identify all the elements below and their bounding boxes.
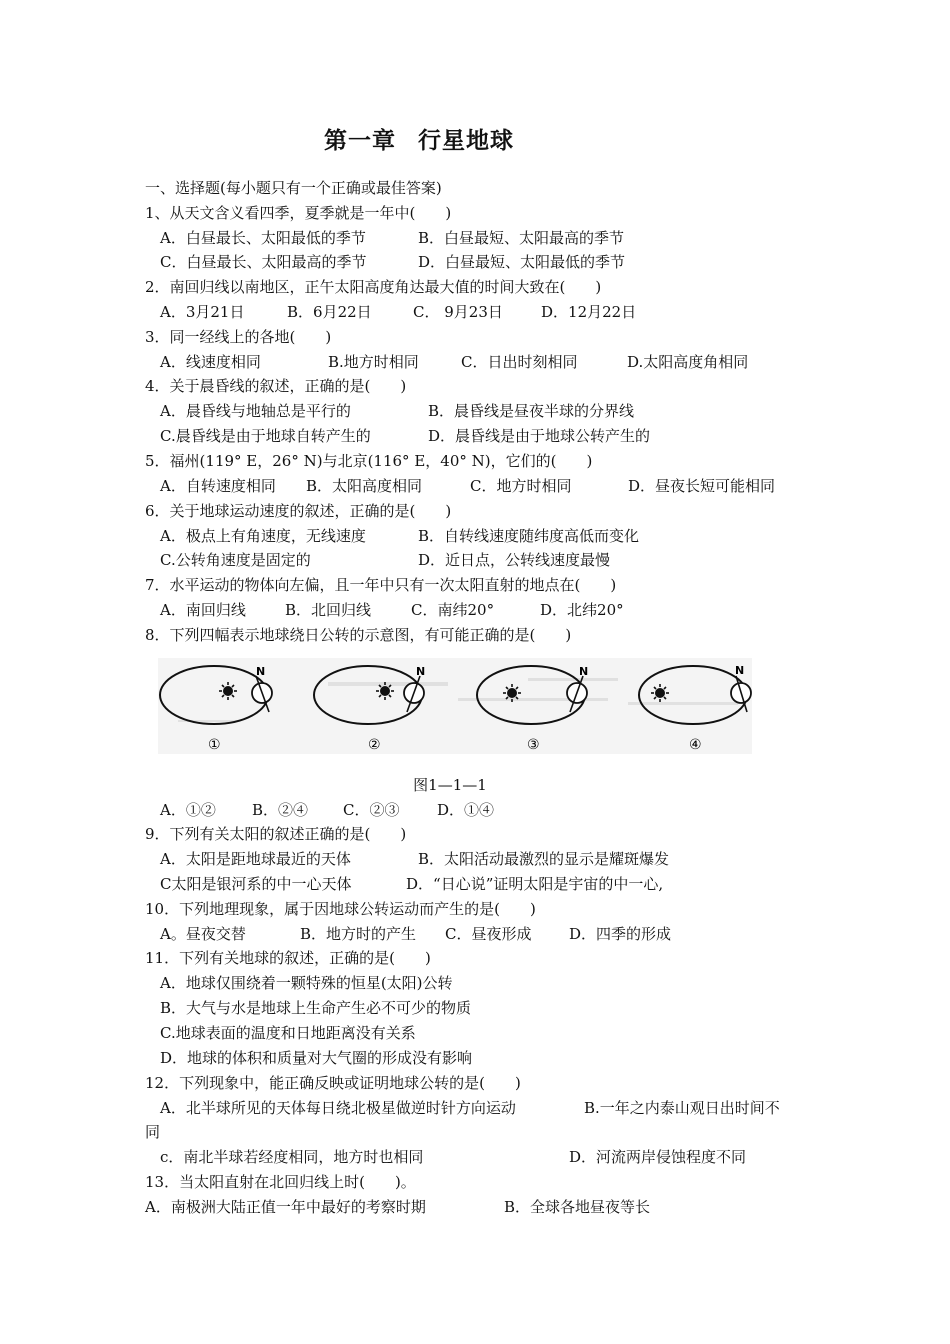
- question-3-stem: 3．同一经线上的各地( ): [145, 328, 332, 346]
- question-2-option-b: B．6月22日: [287, 303, 372, 321]
- chapter-name: 行星地球: [418, 128, 514, 154]
- question-8-option-b: B．②④: [252, 801, 309, 819]
- question-12-option-a: A．北半球所见的天体每日绕北极星做逆时针方向运动: [160, 1099, 516, 1117]
- question-4-option-c: C.晨昏线是由于地球自转产生的: [160, 427, 371, 445]
- question-1-option-a: A．白昼最长、太阳最低的季节: [160, 229, 366, 247]
- panel-label-4: ④: [689, 737, 702, 753]
- panel-label-1: ①: [208, 737, 221, 753]
- question-8-stem: 8．下列四幅表示地球绕日公转的示意图，有可能正确的是( ): [145, 626, 572, 644]
- question-6-option-d: D．近日点，公转线速度最慢: [418, 551, 611, 569]
- figure-caption: 图1—1—1: [413, 776, 487, 794]
- question-4-stem: 4．关于晨昏线的叙述，正确的是( ): [145, 377, 407, 395]
- question-5-stem: 5．福州(119° E，26° N)与北京(116° E，40° N)，它们的( ): [145, 452, 593, 470]
- earth-icon: [567, 676, 587, 712]
- question-8-option-c: C．②③: [343, 801, 400, 819]
- sun-icon: [219, 682, 237, 700]
- north-label: N: [256, 665, 266, 678]
- question-12-option-b-continued: 同: [145, 1123, 161, 1141]
- north-label: N: [735, 664, 745, 677]
- question-1-option-c: C．白昼最长、太阳最高的季节: [160, 253, 367, 271]
- question-1-option-b: B．白昼最短、太阳最高的季节: [418, 229, 625, 247]
- orbit-diagram-1: [160, 665, 272, 753]
- question-12-option-d: D．河流两岸侵蚀程度不同: [569, 1148, 747, 1166]
- question-9-option-d: D．“日心说”证明太阳是宇宙的中一心,: [406, 875, 664, 893]
- question-2-option-d: D．12月22日: [541, 303, 637, 321]
- sun-icon: [651, 684, 669, 702]
- question-10-option-a: A。昼夜交替: [160, 925, 246, 943]
- question-1-stem: 1、从天文含义看四季，夏季就是一年中( ): [145, 204, 452, 222]
- question-12-stem: 12．下列现象中，能正确反映或证明地球公转的是( ): [145, 1074, 521, 1092]
- question-2-option-c: C． 9月23日: [413, 303, 503, 321]
- question-11-option-b: B．大气与水是地球上生命产生必不可少的物质: [160, 999, 472, 1017]
- question-4-option-b: B．晨昏线是昼夜半球的分界线: [428, 402, 635, 420]
- question-3-option-c: C．日出时刻相同: [461, 353, 578, 371]
- question-7-option-d: D．北纬20°: [540, 601, 624, 619]
- question-7-option-c: C．南纬20°: [411, 601, 495, 619]
- question-8-option-a: A．①②: [160, 801, 216, 819]
- section-heading: 一、选择题(每小题只有一个正确或最佳答案): [145, 179, 442, 197]
- question-13-option-a: A．南极洲大陆正值一年中最好的考察时期: [145, 1198, 426, 1216]
- question-3-option-d: D.太阳高度角相同: [627, 353, 749, 371]
- question-5-option-a: A．自转速度相同: [160, 477, 276, 495]
- question-11-option-a: A．地球仅围绕着一颗特殊的恒星(太阳)公转: [160, 974, 453, 992]
- question-5-option-b: B．太阳高度相同: [306, 477, 423, 495]
- question-7-stem: 7．水平运动的物体向左偏，且一年中只有一次太阳直射的地点在( ): [145, 576, 617, 594]
- north-label: N: [416, 665, 426, 678]
- question-13-option-b: B．全球各地昼夜等长: [504, 1198, 651, 1216]
- question-3-option-a: A．线速度相同: [160, 353, 261, 371]
- panel-label-2: ②: [368, 737, 381, 753]
- earth-icon: [404, 676, 424, 712]
- question-6-stem: 6．关于地球运动速度的叙述，正确的是( ): [145, 502, 452, 520]
- question-4-option-a: A．晨昏线与地轴总是平行的: [160, 402, 351, 420]
- question-9-option-b: B．太阳活动最激烈的显示是耀斑爆发: [418, 850, 670, 868]
- question-10-option-c: C．昼夜形成: [445, 925, 532, 943]
- question-2-stem: 2．南回归线以南地区，正午太阳高度角达最大值的时间大致在( ): [145, 278, 602, 296]
- question-9-stem: 9．下列有关太阳的叙述正确的是( ): [145, 825, 407, 843]
- question-2-option-a: A．3月21日: [160, 303, 245, 321]
- question-6-option-c: C.公转角速度是固定的: [160, 551, 311, 569]
- question-10-stem: 10．下列地理现象，属于因地球公转运动而产生的是( ): [145, 900, 536, 918]
- question-9-option-a: A．太阳是距地球最近的天体: [160, 850, 351, 868]
- question-13-stem: 13．当太阳直射在北回归线上时( )。: [145, 1173, 416, 1191]
- question-11-option-c: C.地球表面的温度和日地距离没有关系: [160, 1024, 416, 1042]
- chapter-number: 第一章: [324, 128, 396, 154]
- question-8-option-d: D．①④: [437, 801, 495, 819]
- question-5-option-d: D．昼夜长短可能相同: [628, 477, 776, 495]
- question-7-option-b: B．北回归线: [285, 601, 372, 619]
- question-7-option-a: A．南回归线: [160, 601, 246, 619]
- question-6-option-b: B．自转线速度随纬度高低而变化: [418, 527, 640, 545]
- question-4-option-d: D．晨昏线是由于地球公转产生的: [428, 427, 651, 445]
- question-5-option-c: C．地方时相同: [470, 477, 572, 495]
- question-6-option-a: A．极点上有角速度，无线速度: [160, 527, 366, 545]
- panel-label-3: ③: [527, 737, 540, 753]
- question-1-option-d: D．白昼最短、太阳最低的季节: [418, 253, 626, 271]
- question-11-stem: 11．下列有关地球的叙述，正确的是( ): [145, 949, 431, 967]
- question-12-option-c: c．南北半球若经度相同，地方时也相同: [160, 1148, 424, 1166]
- question-12-option-b: B.一年之内泰山观日出时间不: [584, 1099, 780, 1117]
- orbit-diagram-4: [639, 664, 751, 753]
- question-11-option-d: D．地球的体积和质量对大气圈的形成没有影响: [160, 1049, 473, 1067]
- question-3-option-b: B.地方时相同: [328, 353, 419, 371]
- question-9-option-c: C太阳是银河系的中一心天体: [160, 875, 352, 893]
- question-10-option-d: D．四季的形成: [569, 925, 672, 943]
- orbit-figure: [158, 658, 752, 754]
- question-10-option-b: B．地方时的产生: [300, 925, 417, 943]
- north-label: N: [579, 665, 589, 678]
- chapter-title: [0, 122, 838, 155]
- orbit-diagram-2: [314, 665, 425, 753]
